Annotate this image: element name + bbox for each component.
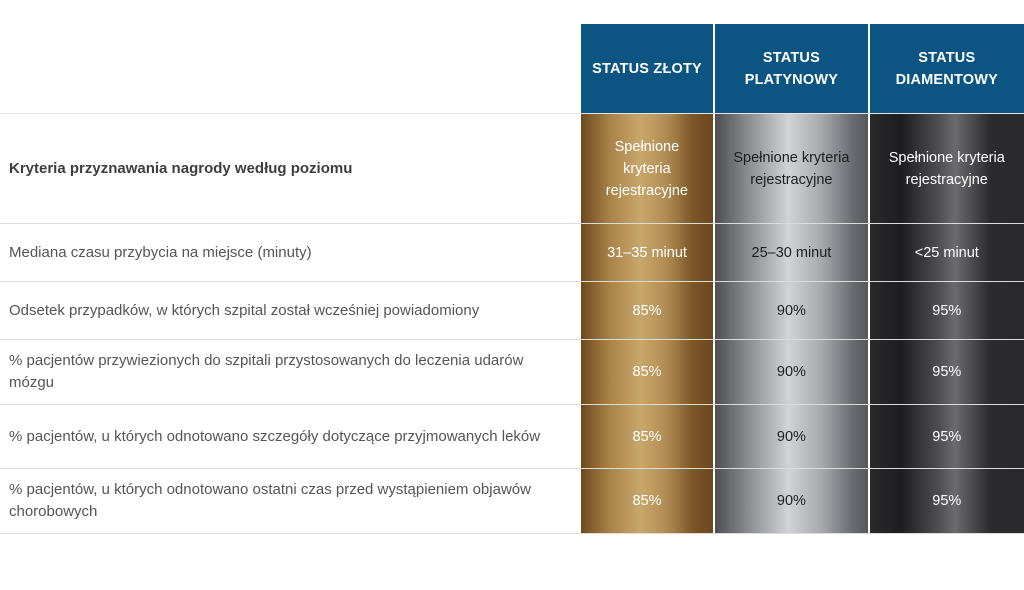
gold-cell — [581, 224, 713, 281]
platinum-value: 90% — [776, 428, 806, 445]
award-criteria-table — [0, 24, 1024, 534]
header-gold-status — [581, 24, 713, 113]
diamond-cell — [870, 340, 1024, 404]
row-label: % pacjentów, u których odnotowano szczegóły dotyczące przyjmowanych leków — [9, 427, 541, 445]
diamond-value: 95% — [932, 493, 962, 509]
gold-value: 85% — [632, 493, 662, 509]
platinum-value: 90% — [776, 302, 806, 319]
row-label: % pacjentów przywiezionych do szpitali przystosowanych do leczenia udarów mózgu — [9, 352, 524, 391]
gold-value: 85% — [632, 302, 662, 319]
gold-value: 85% — [632, 428, 662, 445]
header-platinum-label-line2: PLATYNOWY — [744, 71, 839, 88]
gold-value: Spełnione kryteria rejestracyjne — [605, 138, 688, 199]
header-diamond-label-line1: STATUS — [918, 49, 976, 66]
table-row — [0, 340, 1024, 405]
diamond-cell — [870, 405, 1024, 468]
gold-cell — [581, 469, 713, 533]
row-label: Odsetek przypadków, w których szpital został wcześniej powiadomiony — [9, 301, 480, 319]
platinum-cell — [715, 469, 867, 533]
gold-cell — [581, 114, 714, 223]
platinum-value: 25–30 minut — [751, 244, 832, 261]
diamond-value: 95% — [932, 364, 962, 380]
table-row — [0, 282, 1024, 340]
table-header-row — [0, 24, 1024, 114]
header-platinum-status — [715, 24, 867, 113]
diamond-cell — [870, 224, 1024, 281]
row-label: Kryteria przyznawania nagrody według poziomu — [9, 159, 353, 177]
platinum-value: 90% — [776, 493, 806, 509]
diamond-cell — [870, 282, 1024, 339]
header-diamond-label-line2: DIAMENTOWY — [895, 71, 999, 88]
diamond-value: <25 minut — [914, 244, 979, 261]
row-label: Mediana czasu przybycia na miejsce (minuty) — [9, 243, 312, 261]
platinum-value: 90% — [776, 364, 806, 380]
table-row — [0, 469, 1024, 534]
header-empty-cell — [0, 24, 581, 113]
row-label: % pacjentów, u których odnotowano ostatni czas przed wystąpieniem objawów chorobowych — [9, 481, 531, 520]
gold-cell — [581, 405, 713, 468]
table-row — [0, 224, 1024, 282]
header-platinum-label-line1: STATUS — [762, 49, 820, 66]
header-gold-label: STATUS ZŁOTY — [592, 60, 702, 77]
platinum-cell — [715, 282, 867, 339]
platinum-cell — [715, 405, 867, 468]
platinum-cell — [715, 340, 867, 404]
platinum-cell — [715, 114, 867, 223]
diamond-value: 95% — [932, 302, 962, 319]
header-diamond-status — [870, 24, 1024, 113]
table-row — [0, 405, 1024, 469]
gold-cell — [581, 340, 713, 404]
platinum-cell — [715, 224, 867, 281]
diamond-value: Spełnione kryteria rejestracyjne — [888, 149, 1005, 188]
platinum-value: Spełnione kryteria rejestracyjne — [733, 149, 850, 188]
diamond-value: 95% — [932, 428, 962, 445]
gold-value: 31–35 minut — [607, 244, 687, 261]
table-row — [0, 114, 1024, 224]
diamond-cell — [870, 469, 1024, 533]
gold-value: 85% — [632, 364, 662, 380]
diamond-cell — [870, 114, 1024, 223]
gold-cell — [581, 282, 713, 339]
